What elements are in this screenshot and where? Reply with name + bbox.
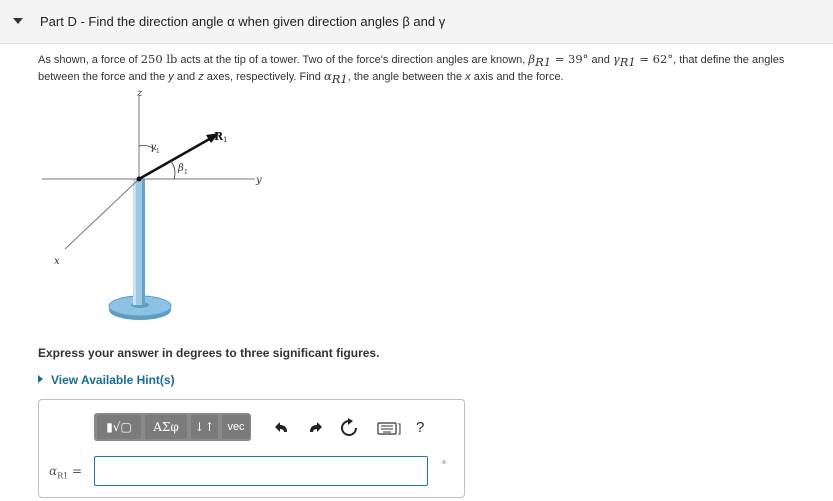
tower-diagram — [30, 84, 290, 334]
tower-pole-shade — [142, 179, 145, 305]
hints-label: View Available Hint(s) — [51, 373, 175, 387]
problem-text: and — [588, 54, 613, 66]
problem-text: and — [173, 71, 199, 84]
help-button[interactable]: ? — [416, 419, 425, 436]
toolbar-button-group — [94, 413, 251, 441]
view-hints-link[interactable] — [38, 373, 175, 387]
problem-text: axis and the force. — [470, 71, 564, 84]
z-axis-label: z — [137, 88, 143, 99]
problem-text: , the angle between the — [347, 71, 466, 84]
problem-text: , that define the angles between the force and the — [38, 54, 785, 84]
force-label: R — [214, 130, 224, 143]
beta-value: = 39° — [551, 52, 589, 66]
problem-statement — [38, 52, 828, 86]
force-subscript: 1 — [223, 136, 228, 144]
x-axis-label: x — [54, 256, 60, 267]
beta-label: β — [178, 163, 184, 174]
alpha-symbol: α — [323, 69, 332, 84]
answer-alpha-subscript: R1 — [57, 471, 69, 481]
tower-pole-highlight — [133, 179, 136, 305]
undo-icon[interactable] — [271, 417, 293, 439]
x-axis — [65, 179, 139, 249]
keyboard-icon[interactable] — [376, 417, 400, 439]
gamma-label-subscript: 1 — [156, 148, 160, 155]
force-magnitude: 250 lb — [140, 52, 178, 66]
beta-subscript: R1 — [535, 55, 552, 70]
tower-figure — [30, 84, 290, 334]
part-title — [40, 14, 445, 29]
problem-text: axes, respectively. Find — [203, 71, 324, 84]
part-header[interactable] — [0, 0, 833, 44]
answer-equals: = — [68, 464, 83, 478]
expand-triangle-icon — [38, 375, 43, 383]
beta-label-subscript: 1 — [184, 169, 188, 176]
axis-y-text: y — [168, 71, 174, 84]
gamma-value: = 62° — [635, 52, 674, 66]
gamma-symbol: γ — [612, 52, 620, 66]
problem-text: acts at the tip of a tower. Two of the force's direction angles are known, — [177, 54, 529, 66]
degree-unit: ° — [442, 460, 446, 471]
axis-z-text: z — [198, 71, 204, 84]
part-label: Part D — [40, 14, 77, 29]
templates-button[interactable]: ▮√▢ — [97, 415, 141, 439]
answer-instruction: Express your answer in degrees to three significant figures. — [38, 346, 380, 360]
alpha-subscript: R1 — [331, 72, 348, 87]
keyboard-bracket: ] — [398, 421, 402, 435]
answer-panel — [38, 399, 465, 498]
beta-symbol: β — [528, 52, 536, 66]
answer-input[interactable] — [94, 456, 428, 486]
part-title-text: - Find the direction angle α when given direction angles β and γ — [76, 14, 446, 29]
redo-icon[interactable] — [304, 417, 326, 439]
beta-arc — [171, 161, 175, 179]
symbols-button[interactable]: ΑΣφ — [145, 415, 187, 439]
vector-button[interactable]: vec — [222, 415, 250, 439]
reset-icon[interactable] — [338, 417, 360, 439]
gamma-subscript: R1 — [619, 55, 636, 70]
collapse-caret-icon[interactable] — [13, 18, 23, 24]
problem-text: As shown, a force of — [38, 54, 141, 66]
sort-button[interactable]: ↓↑ — [191, 415, 218, 439]
gamma-label: γ — [150, 142, 156, 153]
force-origin-point — [137, 177, 142, 182]
answer-alpha-symbol: α — [49, 464, 58, 478]
axis-x-text: x — [465, 71, 471, 84]
answer-variable-label — [49, 464, 82, 480]
y-axis-label: y — [256, 175, 262, 186]
